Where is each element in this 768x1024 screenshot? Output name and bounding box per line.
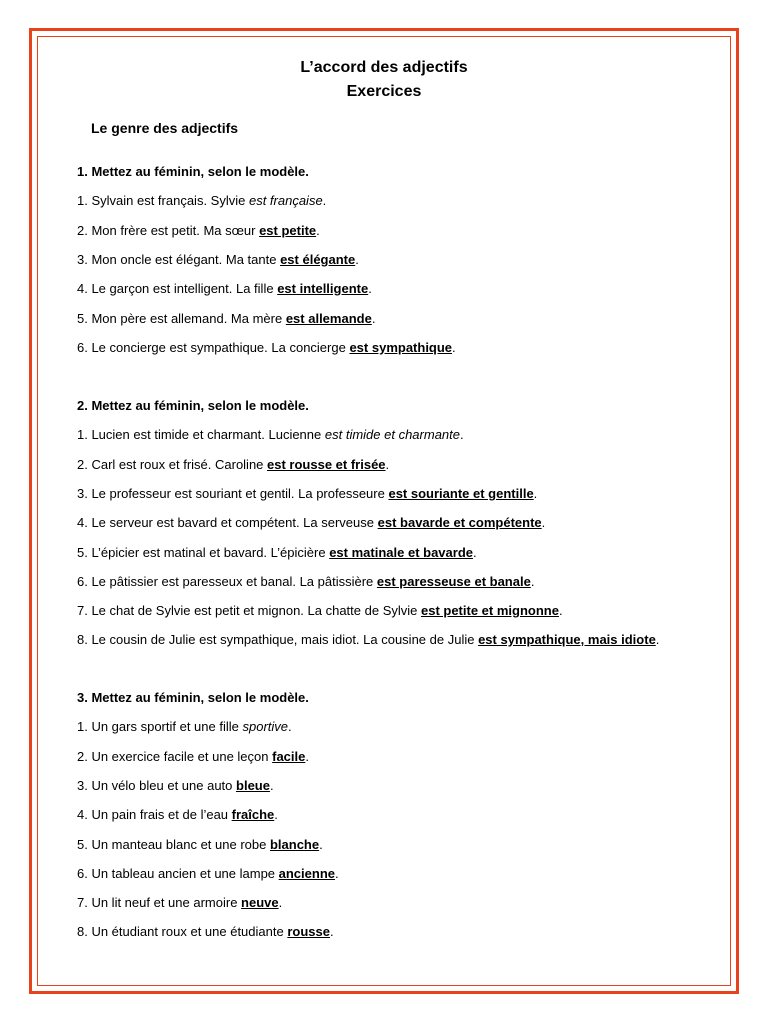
exercise-item — [77, 923, 334, 940]
item-prompt: 6. Un tableau ancien et une lampe — [77, 866, 279, 881]
item-answer: est matinale et bavarde — [329, 545, 473, 560]
item-period: . — [541, 515, 546, 530]
exercise-item — [77, 865, 339, 882]
item-period: . — [335, 866, 339, 881]
item-answer: neuve — [241, 895, 279, 910]
item-period: . — [368, 281, 372, 296]
item-answer: est petite et mignonne — [420, 603, 559, 618]
item-prompt: 2. Un exercice facile et une leçon — [77, 749, 273, 764]
item-period: . — [473, 545, 477, 560]
item-answer: est intelligente — [277, 281, 369, 296]
item-prompt: 7. Le chat de Sylvie est petit et mignon. La chatte de Sylvie — [77, 603, 421, 618]
item-answer: est petite — [259, 223, 317, 238]
item-answer: bleue — [236, 778, 270, 793]
item-answer: est rousse et frisée — [267, 457, 386, 472]
item-prompt: 4. Le serveur est bavard et compétent. La serveuse — [77, 515, 378, 530]
item-period: . — [385, 457, 390, 472]
item-prompt: 3. Mon oncle est élégant. Ma tante — [77, 252, 281, 267]
item-answer: est bavarde et compétente — [377, 515, 542, 530]
exercise-item — [77, 251, 359, 268]
item-answer: est paresseuse et banale — [376, 574, 531, 589]
exercise-item — [77, 456, 389, 473]
item-prompt: 2. Carl est roux et frisé. Caroline — [77, 457, 268, 472]
item-answer: sportive — [242, 719, 289, 734]
document-title: L’accord des adjectifs — [300, 59, 468, 76]
item-answer: fraîche — [231, 807, 275, 822]
item-period: . — [322, 193, 327, 208]
item-period: . — [355, 252, 359, 267]
item-prompt: 6. Le concierge est sympathique. La concierge — [77, 340, 350, 355]
exercise-item — [77, 339, 456, 356]
item-prompt: 8. Un étudiant roux et une étudiante — [77, 924, 288, 939]
exercise-item — [77, 748, 309, 765]
item-period: . — [558, 603, 563, 618]
item-answer: facile — [272, 749, 306, 764]
section-heading: Le genre des adjectifs — [91, 120, 239, 136]
item-period: . — [460, 427, 464, 442]
item-answer: est souriante et gentille — [388, 486, 534, 501]
item-prompt: 3. Un vélo bleu et une auto — [77, 778, 237, 793]
item-period: . — [269, 778, 274, 793]
exercise-item — [77, 485, 537, 502]
item-prompt: 3. Le professeur est souriant et gentil. La professeure — [77, 486, 389, 501]
exercise-item — [77, 544, 477, 561]
item-period: . — [533, 486, 538, 501]
item-prompt: 4. Le garçon est intelligent. La fille — [77, 281, 278, 296]
exercise-heading: 3. Mettez au féminin, selon le modèle. — [77, 690, 309, 705]
item-prompt: 6. Le pâtissier est paresseux et banal. La pâtissière — [77, 574, 377, 589]
item-prompt: 1. Lucien est timide et charmant. Lucienne — [77, 427, 325, 442]
item-answer: blanche — [269, 837, 320, 852]
item-prompt: 5. L’épicier est matinal et bavard. L’épicière — [77, 545, 330, 560]
item-period: . — [530, 574, 535, 589]
item-prompt: 1. Un gars sportif et une fille — [77, 719, 243, 734]
item-period: . — [274, 807, 278, 822]
item-answer: est élégante — [280, 252, 356, 267]
exercise-item — [77, 631, 659, 648]
item-answer: est sympathique, mais idiote — [478, 632, 656, 647]
item-period: . — [329, 924, 334, 939]
exercise-item — [77, 718, 292, 735]
document-subtitle: Exercices — [346, 83, 422, 100]
item-prompt: 1. Sylvain est français. Sylvie — [77, 193, 249, 208]
exercise-heading: 1. Mettez au féminin, selon le modèle. — [77, 164, 309, 179]
exercise-item — [77, 894, 282, 911]
item-period: . — [316, 223, 320, 238]
exercise-item — [77, 280, 372, 297]
item-period: . — [319, 837, 323, 852]
item-answer: ancienne — [278, 866, 335, 881]
exercise-item — [77, 514, 545, 531]
exercise-item — [77, 806, 278, 823]
exercise-item — [77, 836, 323, 853]
item-period: . — [655, 632, 660, 647]
exercise-item — [77, 192, 326, 209]
item-period: . — [371, 311, 376, 326]
exercise-item — [77, 310, 375, 327]
item-period: . — [288, 719, 292, 734]
item-prompt: 7. Un lit neuf et une armoire — [77, 895, 242, 910]
item-period: . — [452, 340, 456, 355]
item-period: . — [278, 895, 283, 910]
item-answer: est française — [248, 193, 323, 208]
exercise-item — [77, 222, 320, 239]
item-answer: est timide et charmante — [324, 427, 460, 442]
item-prompt: 2. Mon frère est petit. Ma sœur — [77, 223, 260, 238]
exercise-item — [77, 602, 563, 619]
item-answer: est allemande — [285, 311, 372, 326]
item-prompt: 5. Un manteau blanc et une robe — [77, 837, 270, 852]
item-answer: est sympathique — [349, 340, 453, 355]
item-prompt: 5. Mon père est allemand. Ma mère — [77, 311, 286, 326]
item-prompt: 4. Un pain frais et de l’eau — [77, 807, 232, 822]
item-period: . — [305, 749, 309, 764]
exercise-item — [77, 777, 274, 794]
item-answer: rousse — [287, 924, 330, 939]
exercise-item — [77, 426, 464, 443]
item-prompt: 8. Le cousin de Julie est sympathique, mais idiot. La cousine de Julie — [77, 632, 479, 647]
exercise-item — [77, 573, 534, 590]
exercise-heading: 2. Mettez au féminin, selon le modèle. — [77, 398, 309, 413]
